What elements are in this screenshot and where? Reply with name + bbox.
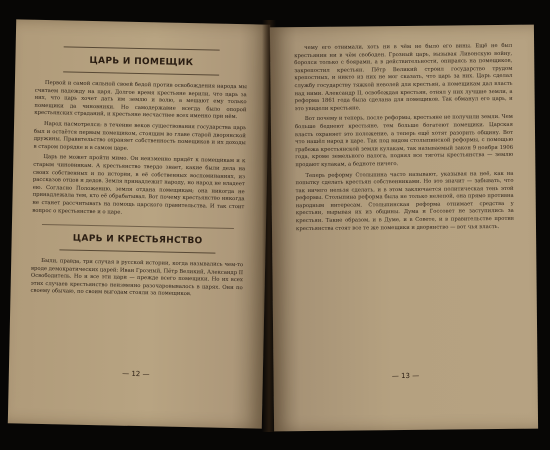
paragraph: Вот почему и теперь, после реформы, крестьяне не получили земли. Чем больше беднеют крестьяне, тем больше богатеют помещики. Царская власть охраняет это положение, а теперь ещё хотят разорить общину. Вот что нашёл народ в царе. Так под видом столыпинской реформы, с помощью грабежа крестьянской земли кулакам, так называемый закон 9 ноября 1906 года, кроме земельного налога, поднял все тяготы крестьянства — землю продают кулакам, а бедноте ничего. [294,114,514,169]
paragraph: Теперь реформу Столыпина часто называют, указывая на неё, как на попытку сделать крестьян собственниками. Но это значит — забывать, что так ничего нельзя сделать, и в этом заключается политическая тень этой реформы. Столыпина реформа была не только нелепой, она прямо противна народным интересам. Столыпинская реформа отнимает средства у крестьян, вырывая их из общины. Дума и Госсовет не заступились за крестьян. Такие образом, и в Думе, и в Совете, и в правительстве против крестьянства стоят все те же помещики и дворянство — вот чья власть. [295,170,514,232]
left-page-column [30,42,247,303]
page-number: — 13 — [391,371,420,381]
right-page [270,25,538,432]
heading-tsar-and-landlord: ЦАРЬ И ПОМЕЩИК [89,55,194,69]
paragraph: Народ насмотрелся: в течение веков существования государства царь был и остаётся первым помещиком, стоящим во главе старой дворянской дружины. Правительство охраняет собственность помещиков и их доходы в старом порядке и в самом царе. [33,120,247,152]
top-rule [64,46,220,50]
heading-rule [63,71,219,75]
paragraph: Были, правда, три случая в русской истории, когда назывались чем-то вроде демократических царей: Иван Грозный, Пётр Великий, Александр II Освободитель. Но и все эти цари — прежде всего помещики. Но их всех этих случаев крестьянство неизменно разочаровывалось в царях. Они по своему обычаю, по своим выгодам стояли за помещиков. [30,258,244,298]
heading-rule [59,249,215,253]
paragraph: Царь не может пройти мимо. Он неизменно придёт к помещикам и к старым чиновникам. А крестьянство твердо знает, какие были дела на своих собственных и по истории, в её собственных воспоминаниях, из рассказов отцов и дедов. Земля принадлежит народу, но народ не владеет ею. Согласно Положению, земля отдана помещикам; она никогда не принадлежала тем, кто её обрабатывал. Вот почему крестьянство никогда не станет рассчитывать на помощь царского правительства. И так стоит вопрос о крестьянстве и о царе. [32,154,246,216]
section-divider [42,224,234,229]
paragraph: Первой и самой сильной своей бедой против освобождения народа мы считаем надежду на царя. Долгое время крестьяне верили, что царь за них, что царь хочет дать им землю и волю, а мешают ему только помещики да чиновники. Но самодержавие всегда было опорой крестьянских страданий, и крестьяне несчастнее всех именно при нём. [34,79,247,121]
page-number: — 12 — [122,369,150,379]
right-page-column [294,43,514,237]
heading-tsar-and-peasantry: ЦАРЬ И КРЕСТЬЯНСТВО [72,233,203,247]
paragraph: чему его отнимали, хоть ни в чём не было его вины. Ещё не был крестьянин ни в чём свободен. Грозный царь, вызывая Ливонскую войну, боролся только с боярами, а в действительности, опираясь на помещиков, закрепостил крестьян. Пётр Великий строил государство трудом крепостных, и никто из них не мог сказать, что царь за них. Царь сделал службу государству тяжкой неволей для крестьян, а помещикам дал власть над ними. Александр II, освобождая крестьян, отнял у них лучшие земли, а реформа 1861 года была сделана для помещиков. Так обманул его царь, и это увидели крестьяне. [294,42,513,112]
left-page [8,19,270,428]
